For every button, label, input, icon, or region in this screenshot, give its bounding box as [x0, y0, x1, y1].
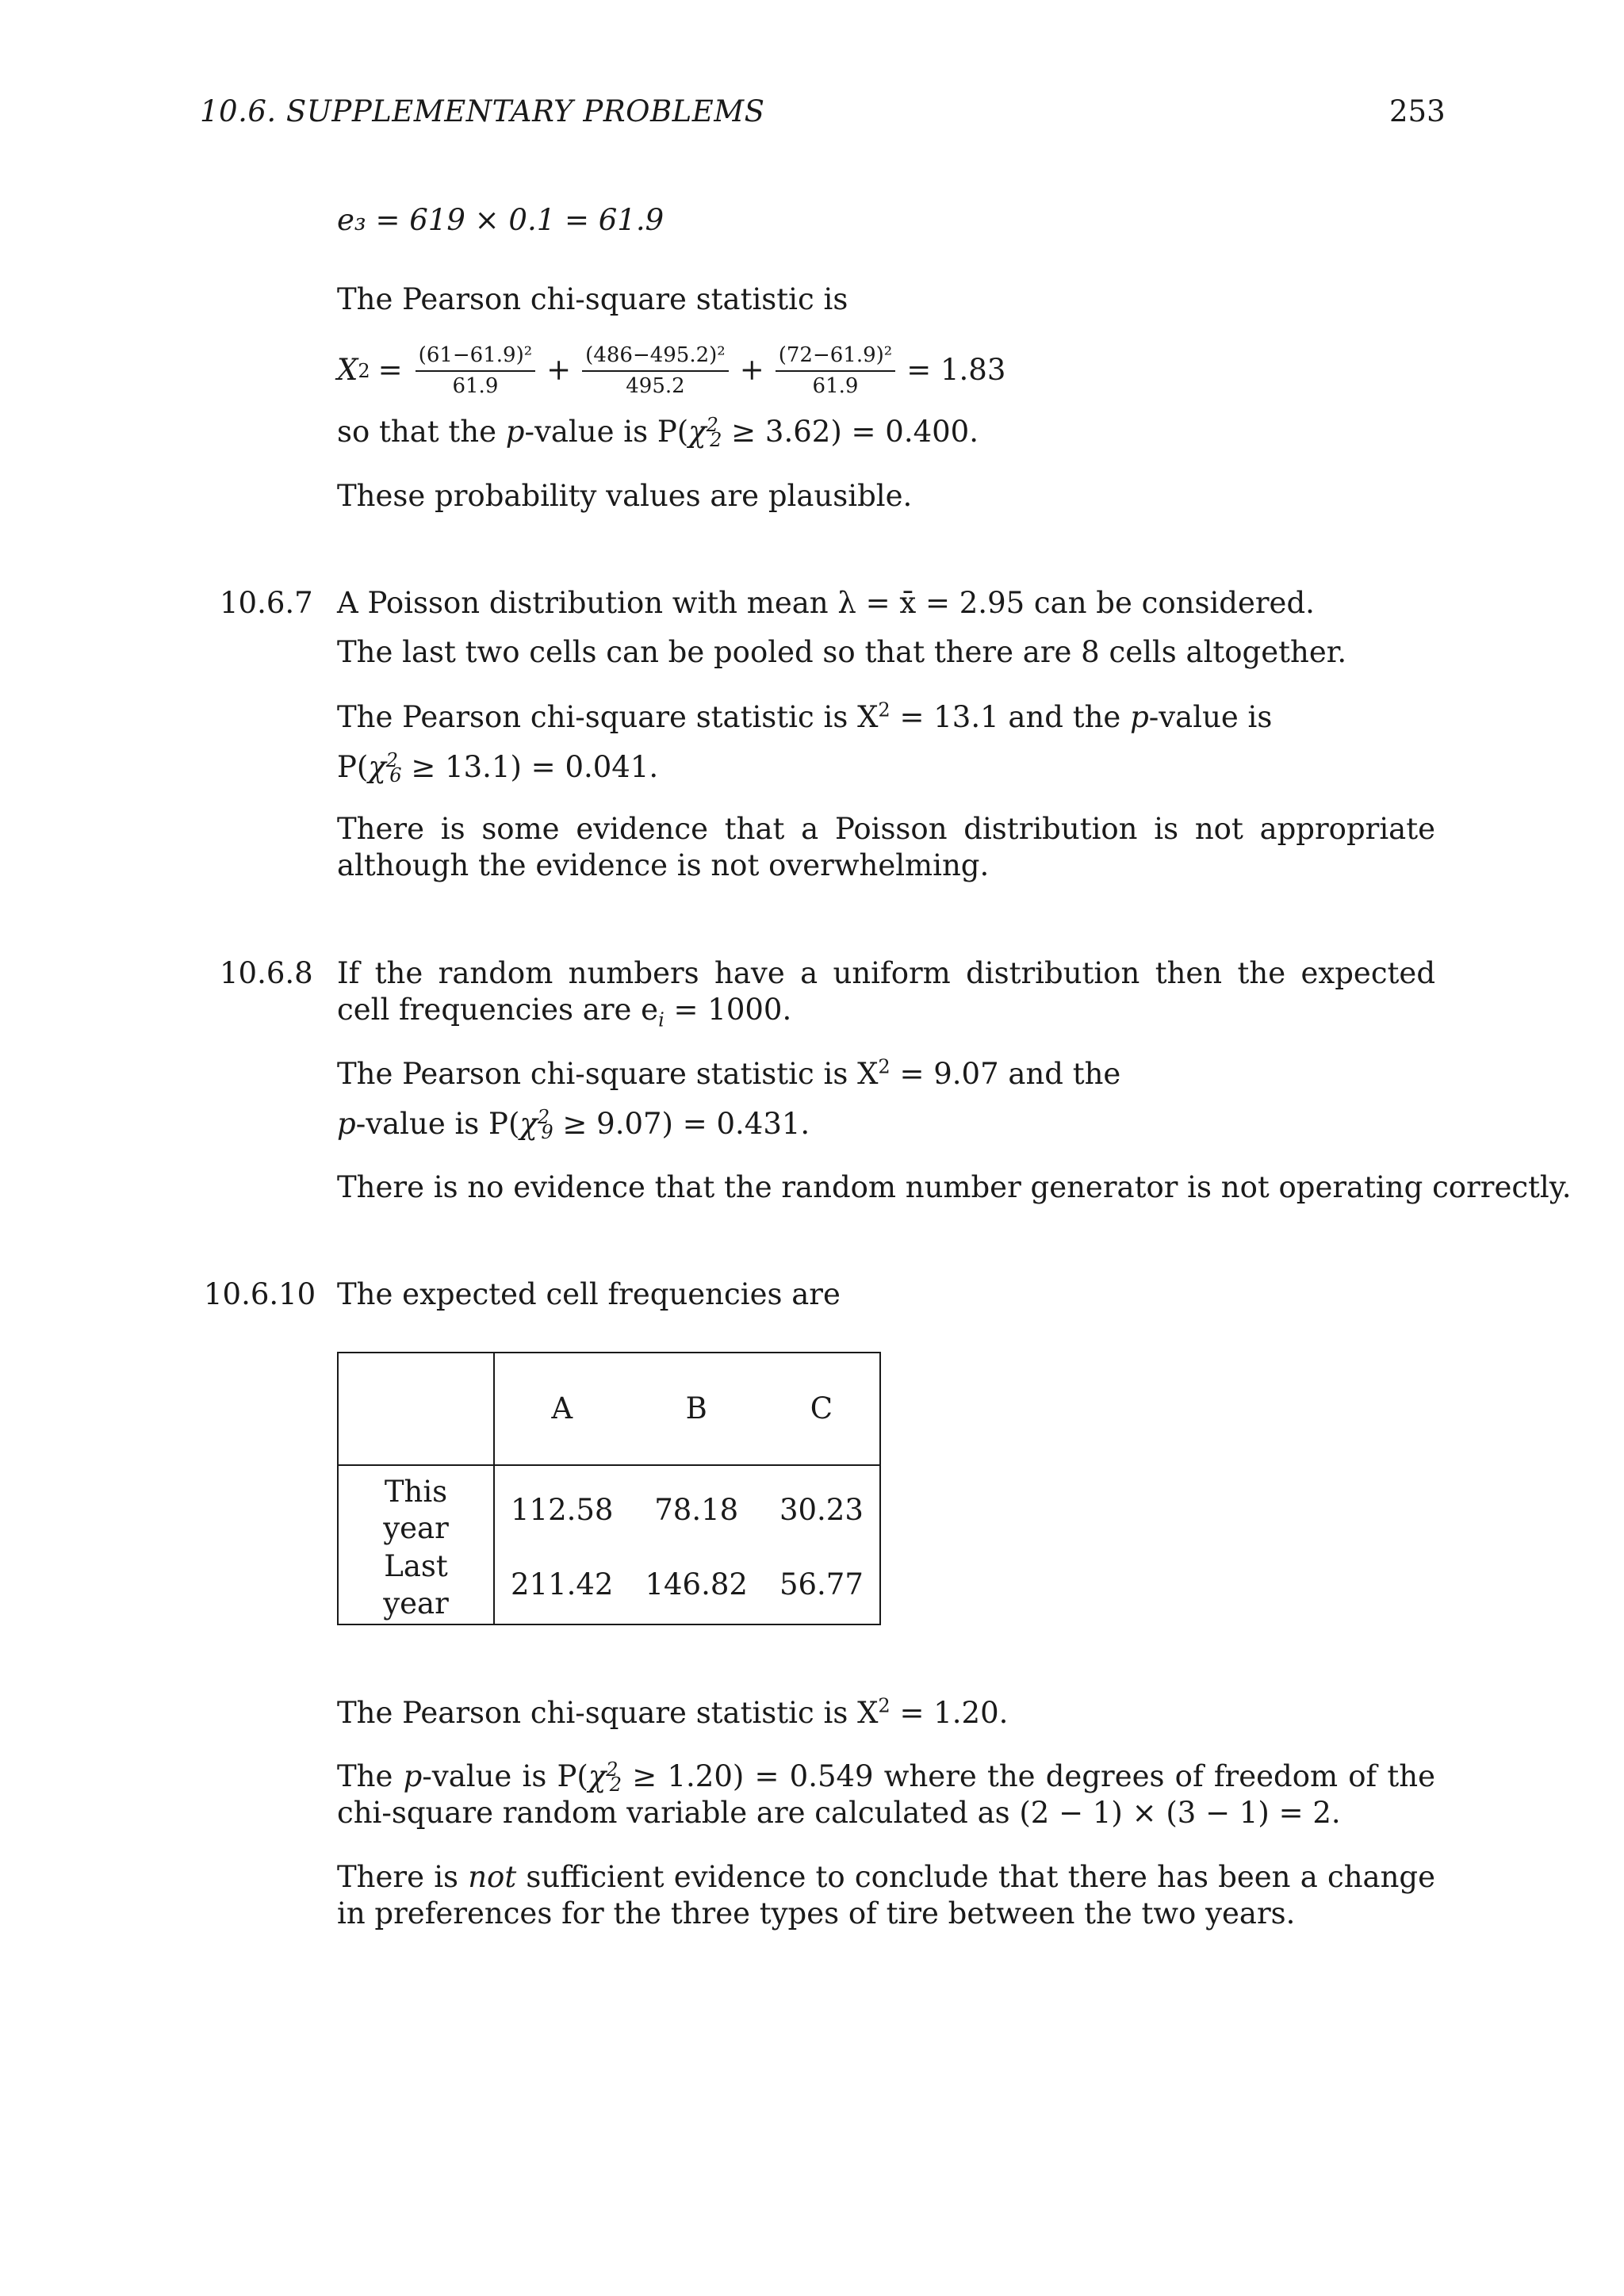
problem-number-10-6-7: 10.6.7 — [220, 586, 313, 620]
page-number: 253 — [1389, 94, 1446, 128]
e3-equation: e₃ = 619 × 0.1 = 61.9 — [337, 203, 665, 237]
column-header: B — [629, 1353, 763, 1465]
table-cell: 112.58 — [511, 1493, 614, 1528]
stat-line-10-6-7: The Pearson chi-square statistic is $X^2 = 13.1$ and the p-value is — [337, 698, 1273, 734]
table-cell: 30.23 — [779, 1493, 864, 1528]
table-cell: 78.18 — [654, 1493, 739, 1528]
table-cell: 211.42 — [511, 1567, 614, 1602]
formula-lhs: X — [337, 353, 358, 388]
pvalue-line: so that the p-value is $P(\chi^22 \ge 3.62) = 0.400$. — [337, 413, 979, 451]
pvalue-10-6-7: $P(\chi^26 \ge 13.1) = 0.041$. — [337, 748, 659, 786]
evidence-10-6-7: There is some evidence that a Poisson distribution is not appropriate although the evidence is not overwhelming. — [337, 812, 1435, 883]
chi-square-symbol: $\chi^22$ — [588, 1758, 622, 1796]
row-label: This year — [338, 1465, 494, 1548]
fraction-3: $\frac{\text{(72−61.9)²}}{61.9}$ — [776, 342, 895, 399]
table-row — [338, 1465, 880, 1548]
pvalue-10-6-10: The p-value is $P(\chi^22 \ge 1.20) = 0.549$ where the degrees of freedom of the chi-square random variable are calculated as (2 − 1) × (3 − 1) = 2. — [337, 1758, 1436, 1831]
column-header: A — [494, 1353, 629, 1465]
row-label: Last year — [338, 1548, 494, 1624]
pearson-formula: X 2 = $\frac{\text{(61−61.9)²}}{61.9}$ + $\frac{\text{(486−495.2)²}}{495.2}$ + $\frac{\text{(72−61.9)²}}{61.9}$ = 1.83 — [337, 343, 1006, 398]
table-corner — [338, 1353, 494, 1465]
no-evidence-line: There is no evidence that the random number generator is not operating correctly. — [337, 1170, 1572, 1204]
table-cell: 146.82 — [645, 1567, 748, 1602]
table-row — [338, 1548, 880, 1624]
pearson-intro: The Pearson chi-square statistic is — [337, 282, 848, 316]
problem-number-10-6-10: 10.6.10 — [204, 1277, 316, 1311]
formula-result: = 1.83 — [906, 353, 1006, 388]
poisson-line: A Poisson distribution with mean λ = x̄ = 2.95 can be considered. — [337, 586, 1315, 620]
table-cell: 56.77 — [779, 1567, 864, 1602]
pvalue-10-6-8: p-value is $P(\chi^29 \ge 9.07) = 0.431$. — [337, 1105, 810, 1143]
chi-square-symbol: $\chi^26$ — [368, 748, 402, 786]
plausible-line: These probability values are plausible. — [337, 479, 913, 513]
conclusion-10-6-10: There is not sufficient evidence to conclude that there has been a change in preferences for the three types of tire between the two years. — [337, 1860, 1435, 1931]
stat-line-10-6-8: The Pearson chi-square statistic is $X^2 = 9.07$ and the — [337, 1055, 1121, 1091]
expected-frequency-table — [337, 1352, 881, 1625]
uniform-line: If the random numbers have a uniform distribution then the expected cell frequencies are $e_i = 1000$. — [337, 956, 1435, 1031]
fraction-1: $\frac{\text{(61−61.9)²}}{61.9}$ — [416, 342, 535, 399]
pooled-line: The last two cells can be pooled so that there are 8 cells altogether. — [337, 635, 1347, 669]
column-header: C — [764, 1353, 880, 1465]
chi-square-symbol: $\chi^22$ — [688, 413, 722, 451]
problem-number-10-6-8: 10.6.8 — [220, 956, 313, 990]
fraction-2: $\frac{\text{(486−495.2)²}}{495.2}$ — [582, 342, 729, 399]
stat-line-10-6-10: The Pearson chi-square statistic is $X^2 = 1.20$. — [337, 1694, 1009, 1730]
expected-intro: The expected cell frequencies are — [337, 1277, 841, 1311]
running-header: 10.6. SUPPLEMENTARY PROBLEMS — [200, 94, 765, 128]
chi-square-symbol: $\chi^29$ — [519, 1105, 553, 1143]
